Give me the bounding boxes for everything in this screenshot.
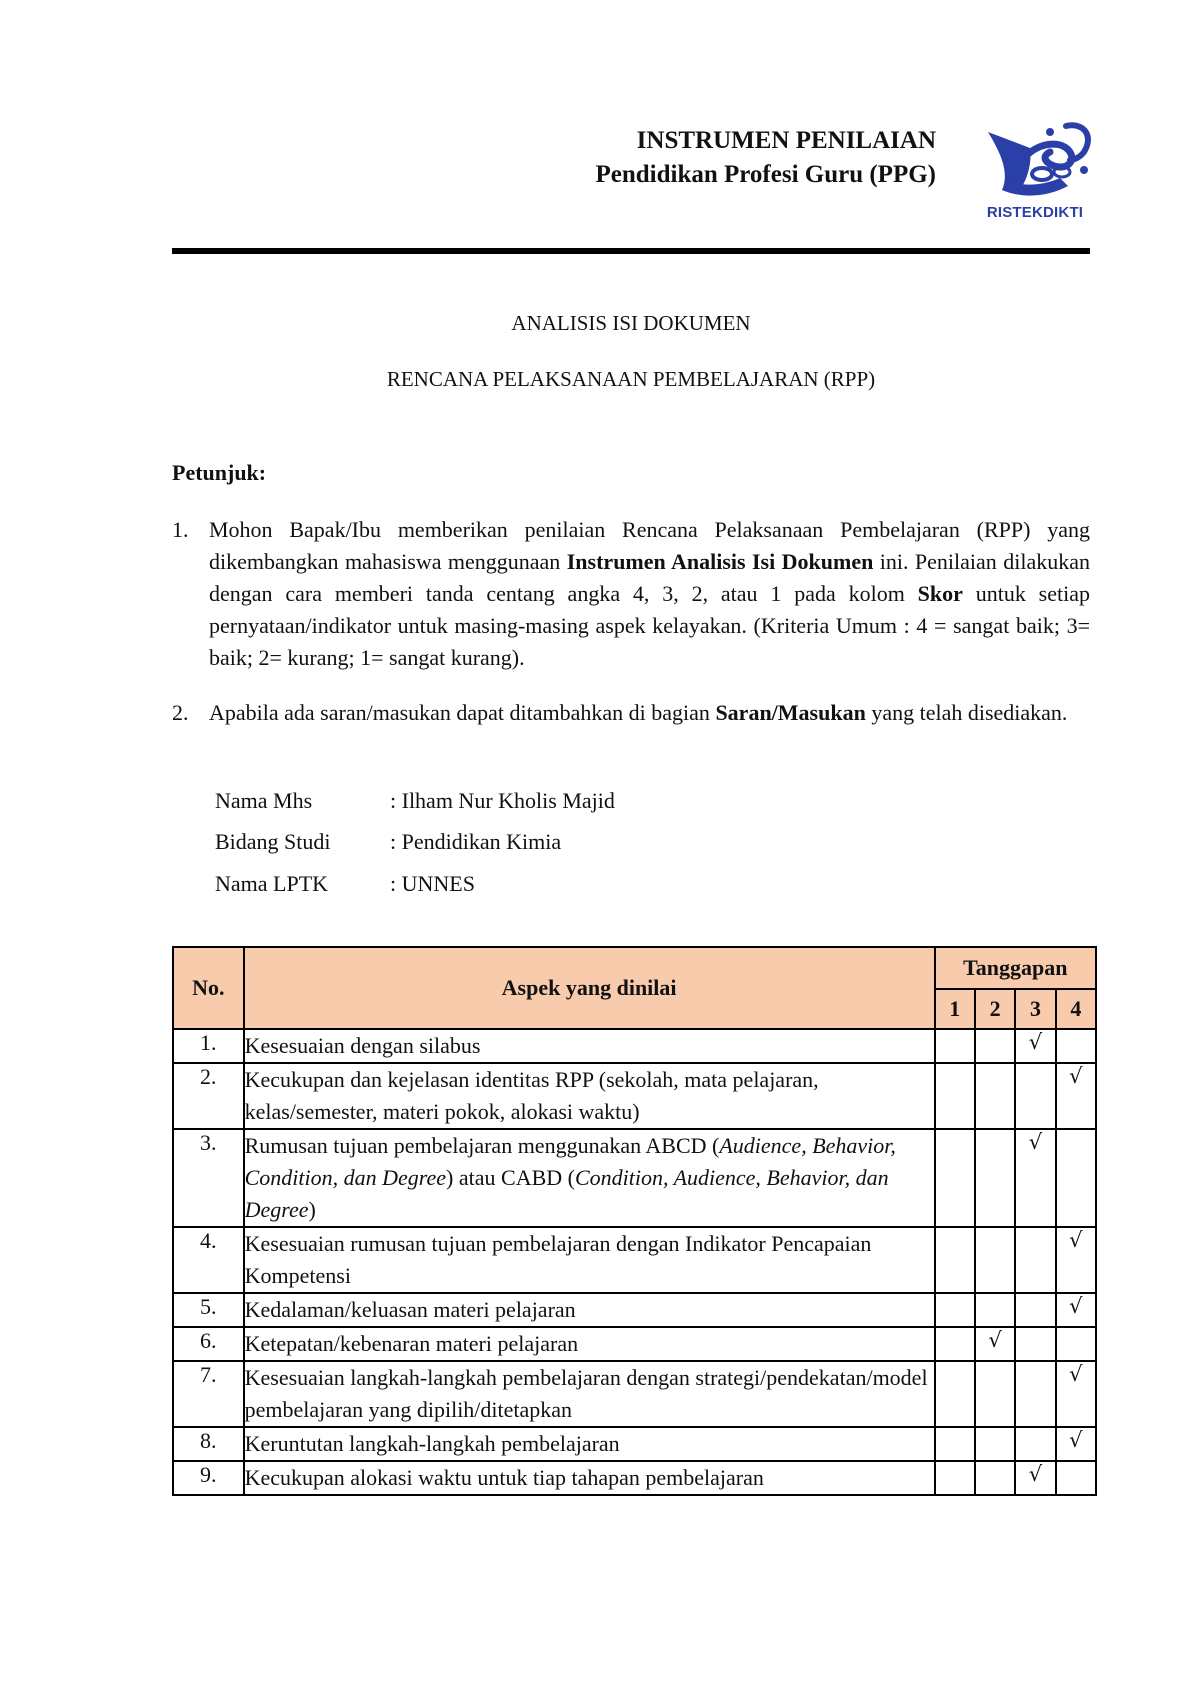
row-aspek: Kedalaman/keluasan materi pelajaran [244,1293,935,1327]
score-cell [1015,1063,1055,1129]
row-aspek: Kecukupan dan kejelasan identitas RPP (sekolah, mata pelajaran, kelas/semester, materi pokok, alokasi waktu) [244,1063,935,1129]
row-aspek: Keruntutan langkah-langkah pembelajaran [244,1427,935,1461]
instruction-item-1 [172,514,1090,674]
row-aspek [244,1129,935,1227]
check-mark-icon: √ [1015,1129,1055,1227]
row-aspek: Kesesuaian dengan silabus [244,1029,935,1063]
row-number: 2. [173,1063,244,1129]
instructions-heading: Petunjuk: [172,460,267,485]
check-mark-icon: √ [1056,1361,1096,1427]
instruction-number: 2. [172,700,189,725]
score-cell [975,1293,1015,1327]
row-aspek: Kecukupan alokasi waktu untuk tiap tahapan pembelajaran [244,1461,935,1495]
row-number: 1. [173,1029,244,1063]
identity-value: : Pendidikan Kimia [390,829,562,854]
logo-text: RISTEKDIKTI [986,204,1084,221]
text-run: ini. Penilaian dilakukan dengan cara memberi tanda centang angka 4, 3, 2, atau 1 pada kolom [209,549,1090,606]
identity-label: Nama LPTK [215,871,329,896]
score-cell [935,1029,975,1063]
score-cell [1056,1029,1096,1063]
column-header-aspek: Aspek yang dinilai [244,947,935,1029]
score-cell [935,1129,975,1227]
score-cell [975,1427,1015,1461]
header-subtitle: Pendidikan Profesi Guru (PPG) [595,161,936,188]
score-cell [935,1327,975,1361]
score-cell [935,1063,975,1129]
score-cell [1056,1129,1096,1227]
score-cell [935,1461,975,1495]
score-cell [1056,1327,1096,1361]
score-cell [975,1361,1015,1427]
bold-run: Saran/Masukan [715,700,866,725]
text-run: Rumusan tujuan pembelajaran menggunakan ABCD ( [244,1133,720,1158]
column-header-no: No. [173,947,244,1029]
score-cell [975,1461,1015,1495]
score-cell [935,1427,975,1461]
score-cell [1015,1227,1055,1293]
score-header: 4 [1056,989,1096,1029]
score-cell [975,1129,1015,1227]
score-cell [1015,1327,1055,1361]
table-row [173,1029,1096,1063]
check-mark-icon: √ [1056,1063,1096,1129]
table-row [173,1327,1096,1361]
row-number: 8. [173,1427,244,1461]
table-row [173,1461,1096,1495]
check-mark-icon: √ [1015,1461,1055,1495]
row-number: 9. [173,1461,244,1495]
table-row [173,1293,1096,1327]
table-row [173,1427,1096,1461]
table-row [173,1129,1096,1227]
score-header: 1 [935,989,975,1029]
instruction-text [209,697,1090,729]
document-subtitle: RENCANA PELAKSANAAN PEMBELAJARAN (RPP) [386,367,876,391]
score-cell [1056,1461,1096,1495]
instruction-item-2 [172,697,1090,729]
bold-run: Instrumen Analisis Isi Dokumen [566,549,874,574]
row-number: 4. [173,1227,244,1293]
score-cell [1015,1361,1055,1427]
text-run: yang telah disediakan. [865,700,1068,725]
score-cell [935,1293,975,1327]
row-number: 3. [173,1129,244,1227]
score-header: 3 [1015,989,1055,1029]
header-titles [595,124,936,192]
identity-label: Nama Mhs [215,788,313,813]
header-title: INSTRUMEN PENILAIAN [636,127,936,154]
identity-value: : Ilham Nur Kholis Majid [390,788,615,813]
text-run: Mohon Bapak/Ibu memberikan penilaian Rencana Pelaksanaan Pembelajaran (RPP) yang dikembangkan mahasiswa menggunaan [209,517,1090,574]
row-aspek: Kesesuaian langkah-langkah pembelajaran dengan strategi/pendekatan/model pembelajaran yang dipilih/ditetapkan [244,1361,935,1427]
check-mark-icon: √ [1056,1227,1096,1293]
score-cell [1015,1293,1055,1327]
score-cell [935,1361,975,1427]
score-header: 2 [975,989,1015,1029]
check-mark-icon: √ [975,1327,1015,1361]
identity-value: : UNNES [390,871,475,896]
header-divider [172,248,1090,254]
check-mark-icon: √ [1015,1029,1055,1063]
italic-run: Audience, Behavior, Condition, dan Degree [244,1133,896,1190]
italic-run: Condition, Audience, Behavior, dan Degree [244,1165,889,1222]
score-cell [975,1029,1015,1063]
score-cell [975,1227,1015,1293]
row-aspek: Ketepatan/kebenaran materi pelajaran [244,1327,935,1361]
document-title: ANALISIS ISI DOKUMEN [511,311,751,335]
row-aspek: Kesesuaian rumusan tujuan pembelajaran dengan Indikator Pencapaian Kompetensi [244,1227,935,1293]
instruction-text [209,514,1090,674]
text-run: ) atau CABD ( [446,1165,575,1190]
text-run: untuk setiap pernyataan/indikator untuk masing-masing aspek kelayakan. (Kriteria Umum : 4 = sangat baik; 3= baik; 2= kurang; 1= sangat kurang). [209,581,1090,670]
score-cell [975,1063,1015,1129]
column-header-tanggapan: Tanggapan [935,947,1096,989]
table-body [173,1029,1096,1495]
row-number: 6. [173,1327,244,1361]
table-row [173,1063,1096,1129]
table-row [173,1361,1096,1427]
instruction-number: 1. [172,517,189,542]
assessment-table [172,946,1097,1496]
score-cell [935,1227,975,1293]
bold-run: Skor [917,581,963,606]
score-cell [1015,1427,1055,1461]
table-row [173,1227,1096,1293]
check-mark-icon: √ [1056,1427,1096,1461]
text-run: Apabila ada saran/masukan dapat ditambahkan di bagian [209,700,716,725]
check-mark-icon: √ [1056,1293,1096,1327]
row-number: 5. [173,1293,244,1327]
row-number: 7. [173,1361,244,1427]
text-run: ) [308,1197,316,1222]
identity-label: Bidang Studi [215,829,331,854]
